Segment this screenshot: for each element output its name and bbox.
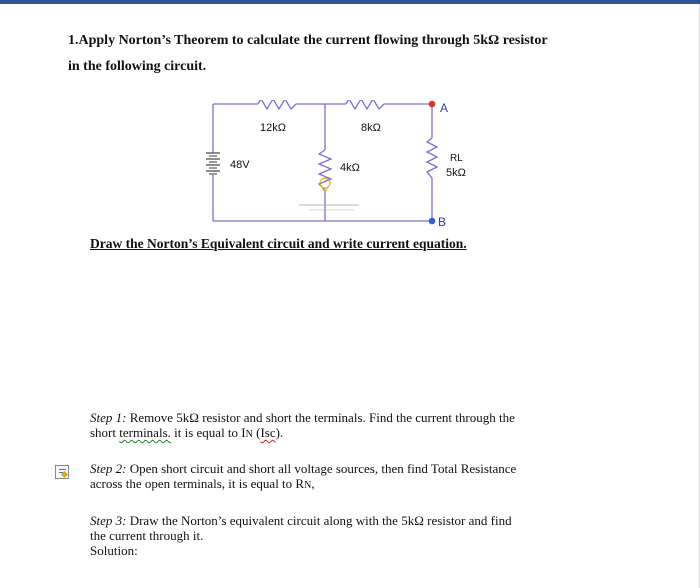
step-1-text-a: Remove 5kΩ resistor and short the terminals. Find the current through the bbox=[126, 410, 515, 425]
step-1-text-b: short bbox=[90, 425, 120, 440]
step-1-text-e: N bbox=[245, 429, 253, 440]
label-4k: 4kΩ bbox=[340, 162, 360, 174]
step-1-label: Step 1: bbox=[90, 410, 127, 425]
label-8k: 8kΩ bbox=[361, 122, 381, 134]
label-terminal-b: B bbox=[438, 215, 447, 229]
label-12k: 12kΩ bbox=[260, 122, 286, 134]
step-3-label: Step 3: bbox=[90, 513, 127, 528]
label-terminal-a: A bbox=[440, 101, 449, 115]
step-2-text-a: Open short circuit and short all voltage sources, then find Total Resistance bbox=[126, 461, 517, 476]
resistor-4k bbox=[319, 150, 331, 190]
step-1-text-d: it is equal to I bbox=[170, 425, 246, 440]
label-48v: 48V bbox=[230, 159, 250, 171]
solution-label: Solution: bbox=[90, 543, 138, 558]
circuit-diagram bbox=[200, 100, 470, 232]
step-3-text-a: Draw the Norton’s equivalent circuit along with the 5kΩ resistor and find bbox=[126, 513, 512, 528]
question-line-1: 1.Apply Norton’s Theorem to calculate the current flowing through 5kΩ resistor bbox=[68, 33, 548, 48]
comment-note-icon[interactable] bbox=[55, 465, 69, 479]
bulb-icon bbox=[320, 178, 330, 190]
question-line-2: in the following circuit. bbox=[68, 59, 207, 74]
step-3-text-b: the current through it. bbox=[90, 528, 204, 543]
step-2 bbox=[90, 461, 590, 493]
resistor-load bbox=[427, 138, 437, 178]
step-2-label: Step 2: bbox=[90, 461, 127, 476]
step-2-text-c: N bbox=[304, 480, 312, 491]
step-1-text-f: ( bbox=[252, 425, 261, 440]
step-2-text-b: across the open terminals, it is equal to R bbox=[90, 476, 305, 491]
battery-icon bbox=[206, 153, 220, 174]
question-heading bbox=[68, 28, 668, 80]
step-1-text-g: Isc bbox=[260, 425, 276, 440]
terminal-b-dot bbox=[429, 218, 436, 225]
window-top-bar bbox=[0, 0, 700, 4]
label-load-name: RL bbox=[450, 153, 463, 164]
step-1-text-h: ). bbox=[275, 425, 284, 440]
label-load-value: 5kΩ bbox=[446, 167, 466, 179]
resistor-12k bbox=[258, 100, 296, 109]
watermark-logo bbox=[299, 204, 359, 211]
instruction-text: Draw the Norton’s Equivalent circuit and write current equation. bbox=[90, 236, 467, 251]
step-2-text-d: , bbox=[311, 476, 315, 491]
resistor-8k bbox=[346, 100, 384, 109]
step-1-text-c: terminals. bbox=[119, 425, 171, 440]
step-1 bbox=[90, 410, 590, 442]
terminal-a-dot bbox=[429, 101, 436, 108]
step-3 bbox=[90, 513, 590, 558]
